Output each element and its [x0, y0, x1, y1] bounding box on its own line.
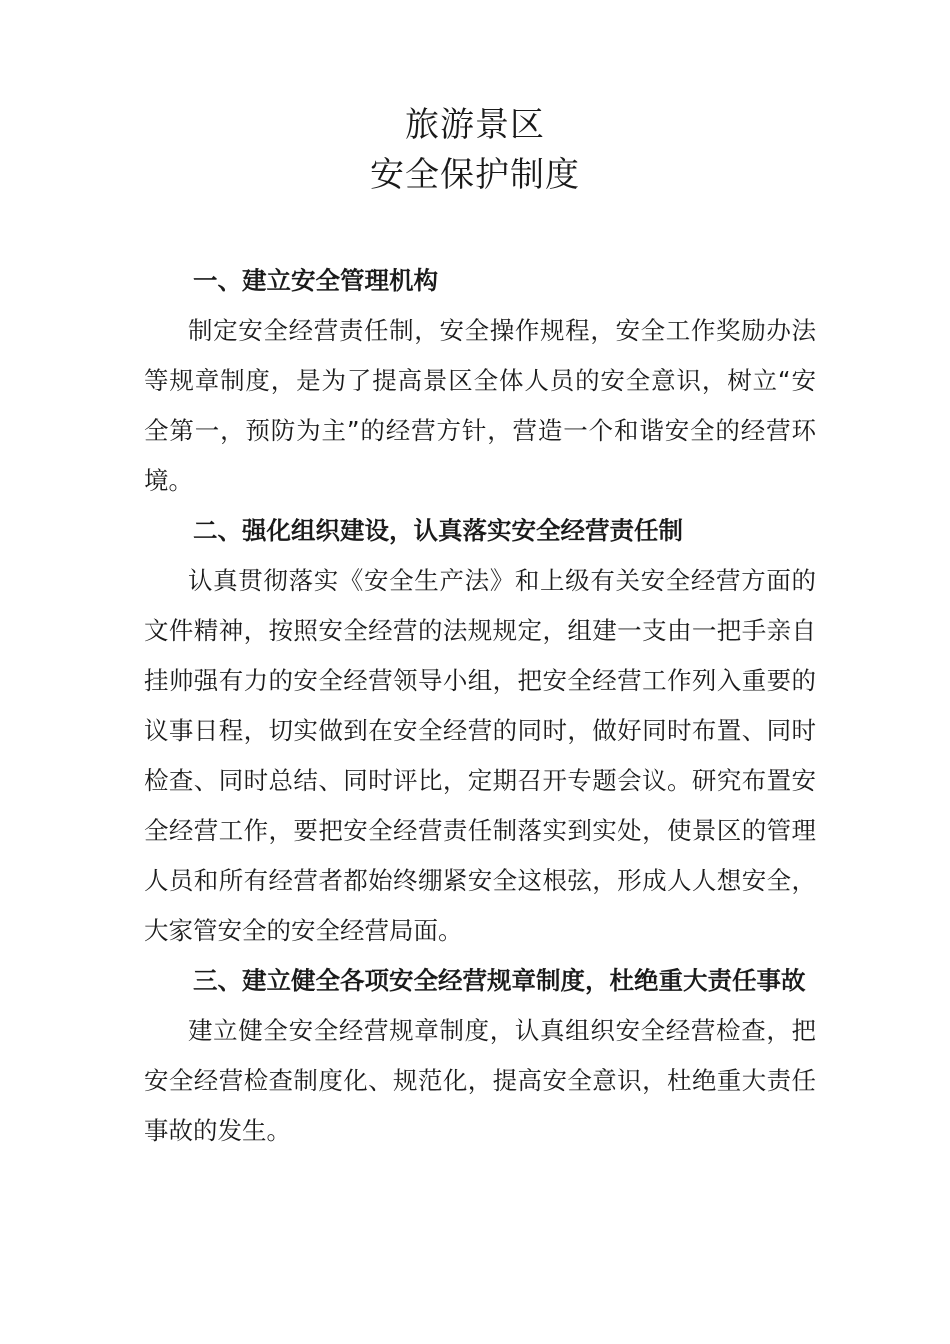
- section-3-paragraph: 建立健全安全经营规章制度，认真组织安全经营检查，把安全经营检查制度化、规范化，提高安全意识，杜绝重大责任事故的发生。: [144, 1016, 816, 1145]
- title-line-1: 旅游景区: [405, 105, 545, 145]
- section-3-heading: 三、建立健全各项安全经营规章制度，杜绝重大责任事故: [193, 966, 806, 995]
- section-2-paragraph: 认真贯彻落实《安全生产法》和上级有关安全经营方面的文件精神，按照安全经营的法规规定，组建一支由一把手亲自挂帅强有力的安全经营领导小组，把安全经营工作列入重要的议事日程，切实做到在安全经营的同时，做好同时布置、同时检查、同时总结、同时评比，定期召开专题会议。研究布置安全经营工作，要把安全经营责任制落实到实处，使景区的管理人员和所有经营者都始终绷紧安全这根弦，形成人人想安全，大家管安全的安全经营局面。: [144, 566, 816, 945]
- title-line-2: 安全保护制度: [370, 155, 580, 195]
- section-2-heading: 二、强化组织建设，认真落实安全经营责任制: [193, 516, 683, 545]
- section-1-heading: 一、建立安全管理机构: [193, 266, 438, 295]
- section-1-paragraph: 制定安全经营责任制，安全操作规程，安全工作奖励办法等规章制度，是为了提高景区全体人员的安全意识，树立“安全第一，预防为主”的经营方针，营造一个和谐安全的经营环境。: [144, 316, 816, 495]
- document-title: [0, 100, 950, 200]
- document-body: [144, 256, 816, 1156]
